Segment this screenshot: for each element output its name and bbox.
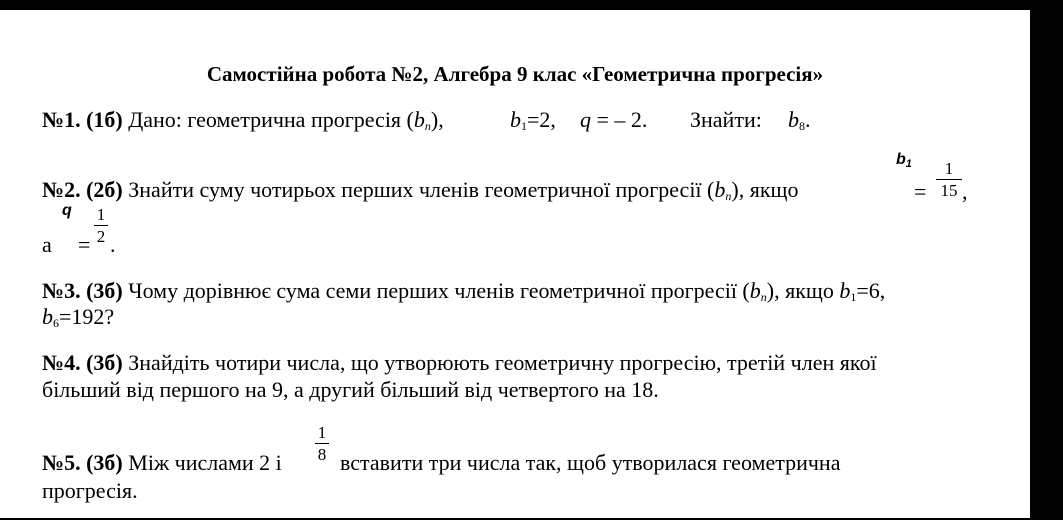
- document-page: [0, 10, 1030, 518]
- task-2-b1-label: [896, 151, 912, 170]
- task-2-eq2: =: [78, 232, 91, 257]
- task-2-comma: ,: [962, 179, 968, 204]
- b1-value: =2,: [527, 107, 556, 132]
- task-3-line-2: [42, 306, 114, 328]
- q-value: = – 2.: [596, 107, 648, 132]
- task-1-number: №1. (1б): [42, 107, 123, 132]
- period: .: [805, 107, 811, 132]
- var-b: b: [749, 278, 761, 303]
- task-2-a: а: [42, 232, 52, 257]
- task-1-text-close: ),: [430, 107, 444, 132]
- var-n: n: [424, 119, 431, 133]
- task-5-text-cont: вставити три числа так, щоб утворилася геометрична: [340, 450, 841, 475]
- var-b6: b: [42, 304, 53, 329]
- task-5-number: №5. (3б): [42, 450, 123, 475]
- task-1: [42, 109, 444, 131]
- task-2-q-label: q: [62, 202, 72, 219]
- task-2-eq1: =: [914, 179, 927, 204]
- var-b8: b: [788, 107, 799, 132]
- fraction-1-2: [94, 206, 108, 245]
- task-1-find: [690, 109, 762, 131]
- fraction-1-15: [936, 160, 962, 199]
- var-n: n: [760, 290, 767, 304]
- find-label: Знайти:: [690, 107, 762, 132]
- task-3-line-1: [42, 280, 885, 302]
- fraction-numerator: 1: [944, 159, 954, 178]
- sub-6: 6: [53, 316, 59, 330]
- fraction-numerator: 1: [317, 423, 327, 442]
- task-4-text: Знайдіть чотири числа, що утворюють геометричну прогресію, третій член якої: [122, 350, 877, 375]
- task-5-line-1: [42, 452, 282, 474]
- task-1-text: Дано: геометрична прогресія (: [122, 107, 414, 132]
- task-1-q: [580, 109, 647, 131]
- sub-1: 1: [850, 290, 857, 304]
- fraction-1-8: [315, 424, 329, 463]
- var-b1: b: [839, 278, 851, 303]
- task-1-b8: [788, 109, 811, 131]
- task-2-dot: .: [110, 232, 116, 257]
- sub-8: 8: [799, 119, 805, 133]
- task-4-line-1: [42, 352, 877, 374]
- var-b: b: [413, 107, 425, 132]
- var-q: q: [580, 107, 591, 132]
- task-2-text-close: ), якщо: [731, 177, 799, 202]
- sub-1: 1: [905, 158, 912, 170]
- task-5-text: Між числами 2 і: [122, 450, 282, 475]
- var-b1: b: [896, 151, 906, 168]
- task-5-line-2: прогресія.: [42, 478, 138, 503]
- var-b1: b: [510, 107, 521, 132]
- var-n: n: [725, 189, 732, 203]
- var-b: b: [714, 177, 726, 202]
- fraction-denominator: 2: [96, 227, 106, 246]
- task-2-text: Знайти суму чотирьох перших членів геометричної прогресії (: [122, 177, 715, 202]
- task-3-text-close: ), якщо: [766, 278, 840, 303]
- task-2: [42, 179, 798, 201]
- task-2-number: №2. (2б): [42, 177, 123, 202]
- fraction-denominator: 8: [317, 445, 327, 464]
- task-1-b1: [510, 109, 556, 131]
- task-3-text: Чому дорівнює сума семи перших членів геометричної прогресії (: [122, 278, 750, 303]
- document-title: Самостійна робота №2, Алгебра 9 клас «Геометрична прогресія»: [206, 62, 824, 86]
- b6-value: =192?: [59, 304, 115, 329]
- b1-value: =6,: [856, 278, 886, 303]
- task-3-number: №3. (3б): [42, 278, 123, 303]
- task-4-line-2: більший від першого на 9, а другий більший від четвертого на 18.: [42, 377, 659, 402]
- sub-1: 1: [521, 119, 527, 133]
- fraction-numerator: 1: [96, 205, 106, 224]
- fraction-denominator: 15: [940, 181, 958, 200]
- task-4-number: №4. (3б): [42, 350, 123, 375]
